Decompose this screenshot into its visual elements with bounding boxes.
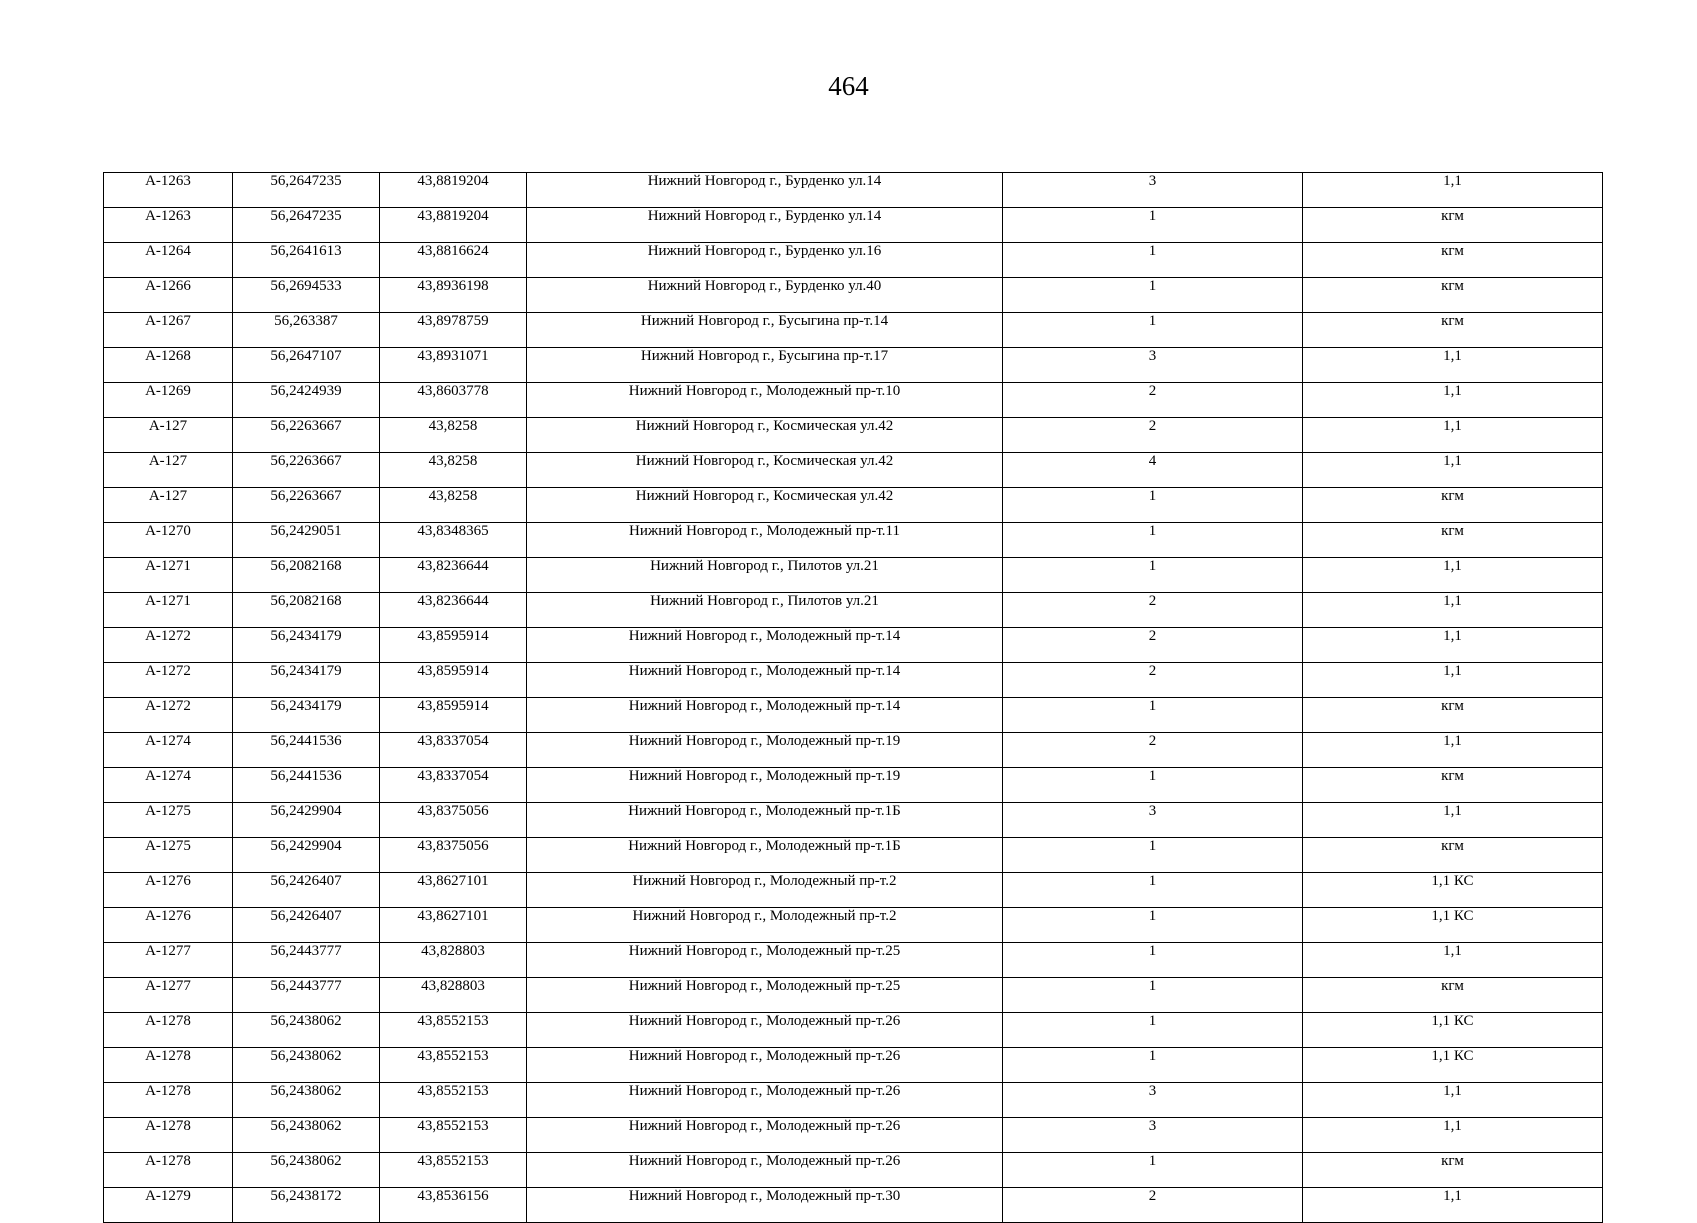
cell-longitude: 43,8627101 (380, 908, 527, 943)
cell-latitude: 56,2429904 (233, 803, 380, 838)
cell-latitude: 56,2647107 (233, 348, 380, 383)
cell-object-id: А-1272 (104, 628, 233, 663)
cell-type: кгм (1303, 208, 1603, 243)
cell-count: 1 (1003, 278, 1303, 313)
cell-latitude: 56,2424939 (233, 383, 380, 418)
cell-type: 1,1 (1303, 733, 1603, 768)
cell-address: Нижний Новгород г., Молодежный пр-т.26 (527, 1083, 1003, 1118)
table-row (104, 803, 1603, 838)
cell-latitude: 56,2263667 (233, 488, 380, 523)
cell-type: 1,1 (1303, 1083, 1603, 1118)
cell-longitude: 43,8337054 (380, 768, 527, 803)
cell-address: Нижний Новгород г., Молодежный пр-т.14 (527, 663, 1003, 698)
cell-object-id: А-127 (104, 453, 233, 488)
cell-longitude: 43,8236644 (380, 593, 527, 628)
cell-type: 1,1 (1303, 663, 1603, 698)
cell-object-id: А-1272 (104, 663, 233, 698)
cell-longitude: 43,8603778 (380, 383, 527, 418)
cell-count: 1 (1003, 1048, 1303, 1083)
cell-type: кгм (1303, 243, 1603, 278)
cell-type: кгм (1303, 313, 1603, 348)
cell-address: Нижний Новгород г., Бурденко ул.40 (527, 278, 1003, 313)
cell-count: 1 (1003, 313, 1303, 348)
cell-address: Нижний Новгород г., Молодежный пр-т.25 (527, 978, 1003, 1013)
cell-longitude: 43,8552153 (380, 1118, 527, 1153)
cell-longitude: 43,8375056 (380, 803, 527, 838)
cell-object-id: А-1268 (104, 348, 233, 383)
cell-object-id: А-1269 (104, 383, 233, 418)
cell-count: 1 (1003, 838, 1303, 873)
cell-latitude: 56,263387 (233, 313, 380, 348)
cell-object-id: А-1274 (104, 733, 233, 768)
cell-address: Нижний Новгород г., Бусыгина пр-т.17 (527, 348, 1003, 383)
table-row (104, 278, 1603, 313)
cell-object-id: А-1274 (104, 768, 233, 803)
cell-latitude: 56,2263667 (233, 418, 380, 453)
cell-longitude: 43,8978759 (380, 313, 527, 348)
table-row (104, 698, 1603, 733)
cell-type: кгм (1303, 488, 1603, 523)
cell-object-id: А-1277 (104, 943, 233, 978)
cell-latitude: 56,2438172 (233, 1188, 380, 1223)
cell-longitude: 43,8337054 (380, 733, 527, 768)
table-row (104, 418, 1603, 453)
cell-latitude: 56,2438062 (233, 1153, 380, 1188)
registry-table (103, 172, 1603, 1223)
cell-object-id: А-1279 (104, 1188, 233, 1223)
table-row (104, 733, 1603, 768)
cell-count: 1 (1003, 978, 1303, 1013)
cell-object-id: А-1276 (104, 873, 233, 908)
cell-type: 1,1 (1303, 453, 1603, 488)
cell-type: 1,1 (1303, 803, 1603, 838)
cell-latitude: 56,2438062 (233, 1013, 380, 1048)
cell-object-id: А-1275 (104, 803, 233, 838)
table-row (104, 663, 1603, 698)
cell-count: 1 (1003, 488, 1303, 523)
cell-object-id: А-1263 (104, 173, 233, 208)
cell-type: 1,1 КС (1303, 1048, 1603, 1083)
table-row (104, 1118, 1603, 1153)
cell-longitude: 43,8936198 (380, 278, 527, 313)
cell-address: Нижний Новгород г., Молодежный пр-т.25 (527, 943, 1003, 978)
cell-count: 1 (1003, 873, 1303, 908)
cell-type: кгм (1303, 978, 1603, 1013)
cell-longitude: 43,8627101 (380, 873, 527, 908)
table-row (104, 943, 1603, 978)
table-row (104, 1188, 1603, 1223)
cell-object-id: А-1277 (104, 978, 233, 1013)
cell-type: 1,1 (1303, 1118, 1603, 1153)
cell-latitude: 56,2426407 (233, 908, 380, 943)
cell-latitude: 56,2434179 (233, 628, 380, 663)
cell-address: Нижний Новгород г., Пилотов ул.21 (527, 593, 1003, 628)
cell-longitude: 43,8258 (380, 488, 527, 523)
cell-count: 2 (1003, 628, 1303, 663)
page-number: 464 (828, 71, 869, 101)
table-row (104, 453, 1603, 488)
table-row (104, 243, 1603, 278)
cell-count: 1 (1003, 698, 1303, 733)
cell-address: Нижний Новгород г., Молодежный пр-т.26 (527, 1153, 1003, 1188)
cell-object-id: А-1271 (104, 558, 233, 593)
table-row (104, 488, 1603, 523)
cell-object-id: А-1270 (104, 523, 233, 558)
cell-address: Нижний Новгород г., Космическая ул.42 (527, 453, 1003, 488)
cell-latitude: 56,2641613 (233, 243, 380, 278)
cell-type: 1,1 (1303, 628, 1603, 663)
cell-count: 1 (1003, 1153, 1303, 1188)
cell-address: Нижний Новгород г., Молодежный пр-т.26 (527, 1013, 1003, 1048)
cell-count: 2 (1003, 663, 1303, 698)
cell-type: кгм (1303, 838, 1603, 873)
cell-type: 1,1 КС (1303, 873, 1603, 908)
cell-type: кгм (1303, 278, 1603, 313)
cell-object-id: А-1278 (104, 1153, 233, 1188)
cell-address: Нижний Новгород г., Молодежный пр-т.10 (527, 383, 1003, 418)
cell-type: 1,1 (1303, 943, 1603, 978)
cell-type: 1,1 (1303, 418, 1603, 453)
cell-longitude: 43,8819204 (380, 208, 527, 243)
cell-address: Нижний Новгород г., Бурденко ул.14 (527, 173, 1003, 208)
cell-longitude: 43,8236644 (380, 558, 527, 593)
cell-longitude: 43,8931071 (380, 348, 527, 383)
cell-latitude: 56,2443777 (233, 978, 380, 1013)
cell-type: 1,1 (1303, 173, 1603, 208)
cell-object-id: А-1264 (104, 243, 233, 278)
cell-longitude: 43,8258 (380, 418, 527, 453)
cell-count: 4 (1003, 453, 1303, 488)
cell-address: Нижний Новгород г., Молодежный пр-т.2 (527, 873, 1003, 908)
cell-latitude: 56,2434179 (233, 663, 380, 698)
cell-type: 1,1 (1303, 348, 1603, 383)
cell-type: кгм (1303, 698, 1603, 733)
cell-address: Нижний Новгород г., Молодежный пр-т.26 (527, 1048, 1003, 1083)
cell-count: 1 (1003, 1013, 1303, 1048)
cell-count: 1 (1003, 523, 1303, 558)
cell-count: 1 (1003, 558, 1303, 593)
cell-object-id: А-1263 (104, 208, 233, 243)
cell-latitude: 56,2441536 (233, 768, 380, 803)
cell-count: 2 (1003, 418, 1303, 453)
table-row (104, 208, 1603, 243)
cell-type: 1,1 (1303, 1188, 1603, 1223)
cell-address: Нижний Новгород г., Бусыгина пр-т.14 (527, 313, 1003, 348)
cell-latitude: 56,2647235 (233, 173, 380, 208)
table-row (104, 838, 1603, 873)
cell-latitude: 56,2263667 (233, 453, 380, 488)
cell-longitude: 43,8552153 (380, 1048, 527, 1083)
cell-longitude: 43,8552153 (380, 1083, 527, 1118)
table-row (104, 908, 1603, 943)
table-row (104, 1013, 1603, 1048)
cell-count: 1 (1003, 243, 1303, 278)
cell-object-id: А-1271 (104, 593, 233, 628)
cell-longitude: 43,8258 (380, 453, 527, 488)
cell-longitude: 43,8595914 (380, 628, 527, 663)
cell-longitude: 43,828803 (380, 978, 527, 1013)
cell-type: 1,1 КС (1303, 908, 1603, 943)
cell-count: 2 (1003, 383, 1303, 418)
cell-count: 2 (1003, 1188, 1303, 1223)
cell-latitude: 56,2647235 (233, 208, 380, 243)
cell-longitude: 43,8552153 (380, 1153, 527, 1188)
cell-latitude: 56,2434179 (233, 698, 380, 733)
cell-count: 1 (1003, 208, 1303, 243)
registry-table-body (104, 173, 1603, 1223)
cell-address: Нижний Новгород г., Молодежный пр-т.14 (527, 698, 1003, 733)
cell-address: Нижний Новгород г., Молодежный пр-т.19 (527, 768, 1003, 803)
cell-latitude: 56,2438062 (233, 1118, 380, 1153)
cell-count: 3 (1003, 173, 1303, 208)
table-row (104, 978, 1603, 1013)
cell-object-id: А-1276 (104, 908, 233, 943)
cell-longitude: 43,8819204 (380, 173, 527, 208)
cell-latitude: 56,2443777 (233, 943, 380, 978)
table-row (104, 1083, 1603, 1118)
cell-latitude: 56,2438062 (233, 1083, 380, 1118)
cell-object-id: А-1278 (104, 1083, 233, 1118)
cell-address: Нижний Новгород г., Молодежный пр-т.26 (527, 1118, 1003, 1153)
cell-latitude: 56,2426407 (233, 873, 380, 908)
cell-object-id: А-127 (104, 418, 233, 453)
cell-type: кгм (1303, 523, 1603, 558)
cell-count: 2 (1003, 593, 1303, 628)
cell-address: Нижний Новгород г., Космическая ул.42 (527, 488, 1003, 523)
cell-type: 1,1 (1303, 558, 1603, 593)
cell-address: Нижний Новгород г., Молодежный пр-т.1Б (527, 803, 1003, 838)
cell-type: 1,1 (1303, 383, 1603, 418)
cell-latitude: 56,2438062 (233, 1048, 380, 1083)
cell-longitude: 43,8595914 (380, 698, 527, 733)
cell-type: 1,1 (1303, 593, 1603, 628)
table-row (104, 348, 1603, 383)
cell-count: 1 (1003, 768, 1303, 803)
cell-address: Нижний Новгород г., Молодежный пр-т.11 (527, 523, 1003, 558)
cell-longitude: 43,8375056 (380, 838, 527, 873)
cell-latitude: 56,2429051 (233, 523, 380, 558)
cell-longitude: 43,8816624 (380, 243, 527, 278)
cell-longitude: 43,828803 (380, 943, 527, 978)
table-row (104, 768, 1603, 803)
table-row (104, 628, 1603, 663)
cell-object-id: А-1275 (104, 838, 233, 873)
table-row (104, 1153, 1603, 1188)
cell-address: Нижний Новгород г., Космическая ул.42 (527, 418, 1003, 453)
table-row (104, 1048, 1603, 1083)
cell-type: 1,1 КС (1303, 1013, 1603, 1048)
cell-object-id: А-1278 (104, 1118, 233, 1153)
cell-address: Нижний Новгород г., Бурденко ул.16 (527, 243, 1003, 278)
cell-count: 3 (1003, 348, 1303, 383)
cell-count: 3 (1003, 1083, 1303, 1118)
cell-object-id: А-1267 (104, 313, 233, 348)
cell-address: Нижний Новгород г., Молодежный пр-т.19 (527, 733, 1003, 768)
cell-object-id: А-1278 (104, 1013, 233, 1048)
table-row (104, 383, 1603, 418)
cell-latitude: 56,2441536 (233, 733, 380, 768)
cell-latitude: 56,2082168 (233, 593, 380, 628)
table-row (104, 313, 1603, 348)
cell-address: Нижний Новгород г., Молодежный пр-т.2 (527, 908, 1003, 943)
cell-count: 1 (1003, 908, 1303, 943)
cell-address: Нижний Новгород г., Молодежный пр-т.14 (527, 628, 1003, 663)
cell-object-id: А-1278 (104, 1048, 233, 1083)
cell-object-id: А-1272 (104, 698, 233, 733)
cell-address: Нижний Новгород г., Молодежный пр-т.30 (527, 1188, 1003, 1223)
cell-address: Нижний Новгород г., Бурденко ул.14 (527, 208, 1003, 243)
cell-object-id: А-127 (104, 488, 233, 523)
cell-longitude: 43,8536156 (380, 1188, 527, 1223)
table-row (104, 523, 1603, 558)
cell-longitude: 43,8348365 (380, 523, 527, 558)
cell-longitude: 43,8595914 (380, 663, 527, 698)
cell-count: 3 (1003, 803, 1303, 838)
cell-type: кгм (1303, 768, 1603, 803)
table-row (104, 558, 1603, 593)
cell-type: кгм (1303, 1153, 1603, 1188)
cell-latitude: 56,2694533 (233, 278, 380, 313)
cell-object-id: А-1266 (104, 278, 233, 313)
cell-longitude: 43,8552153 (380, 1013, 527, 1048)
cell-latitude: 56,2429904 (233, 838, 380, 873)
cell-count: 3 (1003, 1118, 1303, 1153)
cell-address: Нижний Новгород г., Пилотов ул.21 (527, 558, 1003, 593)
table-row (104, 173, 1603, 208)
table-row (104, 873, 1603, 908)
cell-count: 1 (1003, 943, 1303, 978)
cell-latitude: 56,2082168 (233, 558, 380, 593)
cell-address: Нижний Новгород г., Молодежный пр-т.1Б (527, 838, 1003, 873)
table-row (104, 593, 1603, 628)
cell-count: 2 (1003, 733, 1303, 768)
